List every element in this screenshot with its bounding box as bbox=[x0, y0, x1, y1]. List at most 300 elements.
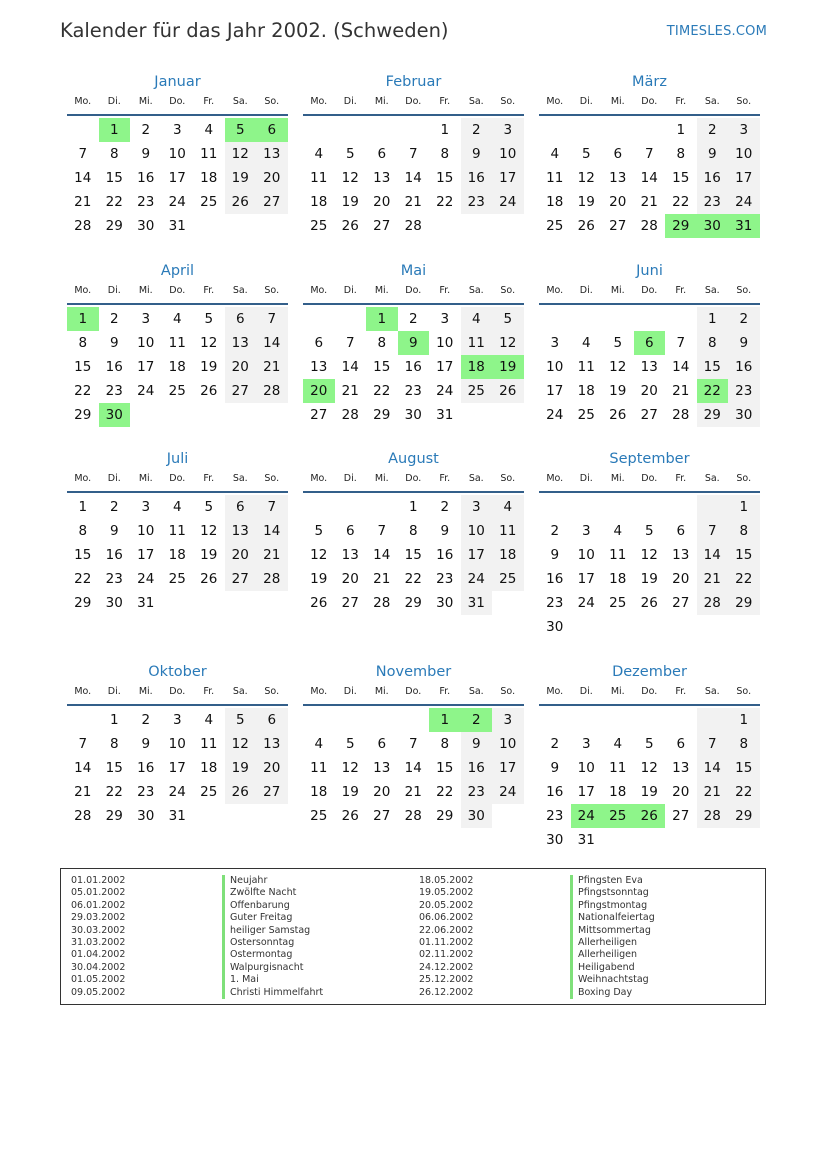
weekday-label: So. bbox=[736, 96, 752, 107]
weekday-label: Fr. bbox=[675, 473, 687, 484]
day-cell: 28 bbox=[373, 595, 391, 611]
empty-cell bbox=[602, 118, 634, 142]
day-cell: 14 bbox=[74, 170, 92, 186]
holiday-date: 06.01.2002 bbox=[71, 899, 126, 911]
month-8 bbox=[303, 447, 524, 615]
day-cell: 23 bbox=[105, 383, 123, 399]
holiday-date: 22.06.2002 bbox=[419, 924, 474, 936]
day-cell: 15 bbox=[74, 547, 92, 563]
day-cell: 12 bbox=[200, 335, 218, 351]
weekday-label: Do. bbox=[405, 473, 422, 484]
day-cell: 22 bbox=[728, 567, 760, 591]
day-cell: 29 bbox=[436, 808, 454, 824]
day-cell: 1 bbox=[728, 708, 760, 732]
day-cell: 18 bbox=[200, 170, 218, 186]
day-cell: 17 bbox=[137, 359, 155, 375]
day-cell: 6 bbox=[256, 118, 288, 142]
weekday-label: So. bbox=[500, 96, 516, 107]
day-cell: 5 bbox=[644, 736, 654, 752]
weekday-label: Di. bbox=[579, 285, 593, 296]
weekday-label: Sa. bbox=[232, 473, 248, 484]
day-cell: 8 bbox=[408, 523, 418, 539]
holiday-name: Weihnachtstag bbox=[570, 974, 655, 986]
empty-cell bbox=[366, 118, 398, 142]
weekday-label: Mi. bbox=[610, 285, 625, 296]
day-cell: 17 bbox=[577, 571, 595, 587]
weekday-label: Sa. bbox=[232, 686, 248, 697]
day-cell: 3 bbox=[461, 495, 493, 519]
weekday-label: Fr. bbox=[203, 473, 215, 484]
month-4 bbox=[67, 259, 288, 427]
day-cell: 12 bbox=[341, 170, 359, 186]
day-cell: 21 bbox=[404, 194, 422, 210]
empty-cell bbox=[225, 214, 257, 238]
day-cell: 16 bbox=[404, 359, 422, 375]
day-cell: 5 bbox=[492, 307, 524, 331]
weekday-label: Mi. bbox=[374, 686, 389, 697]
empty-cell bbox=[193, 804, 225, 828]
day-cell: 11 bbox=[310, 760, 328, 776]
day-cell: 27 bbox=[373, 808, 391, 824]
day-cell: 26 bbox=[225, 190, 257, 214]
day-cell: 26 bbox=[200, 383, 218, 399]
day-cell: 2 bbox=[461, 708, 493, 732]
day-cell: 1 bbox=[99, 118, 131, 142]
day-cell: 5 bbox=[613, 335, 623, 351]
day-cell: 9 bbox=[398, 331, 430, 355]
weekday-label: Mo. bbox=[74, 96, 92, 107]
day-cell: 20 bbox=[225, 355, 257, 379]
day-cell: 12 bbox=[200, 523, 218, 539]
day-cell: 9 bbox=[550, 760, 560, 776]
day-cell: 22 bbox=[436, 194, 454, 210]
empty-cell bbox=[130, 403, 162, 427]
day-cell: 28 bbox=[697, 804, 729, 828]
day-cell: 14 bbox=[373, 547, 391, 563]
holiday-date: 20.05.2002 bbox=[419, 899, 474, 911]
empty-cell bbox=[539, 307, 571, 331]
day-cell: 25 bbox=[546, 218, 564, 234]
empty-cell bbox=[602, 495, 634, 519]
day-cell: 8 bbox=[109, 736, 119, 752]
weekday-header bbox=[67, 94, 288, 116]
day-cell: 10 bbox=[137, 335, 155, 351]
day-cell: 14 bbox=[697, 543, 729, 567]
day-cell: 26 bbox=[577, 218, 595, 234]
month-11 bbox=[303, 660, 524, 828]
day-cell: 24 bbox=[577, 595, 595, 611]
month-name: Februar bbox=[385, 74, 442, 90]
day-cell: 10 bbox=[168, 736, 186, 752]
empty-cell bbox=[256, 214, 288, 238]
day-cell: 18 bbox=[310, 194, 328, 210]
empty-cell bbox=[366, 495, 398, 519]
day-cell: 4 bbox=[314, 736, 324, 752]
day-cell: 25 bbox=[168, 571, 186, 587]
day-cell: 24 bbox=[137, 383, 155, 399]
day-cell: 27 bbox=[310, 407, 328, 423]
day-cell: 29 bbox=[697, 403, 729, 427]
holiday-date: 09.05.2002 bbox=[71, 986, 126, 998]
empty-cell bbox=[303, 307, 335, 331]
day-cell: 3 bbox=[492, 708, 524, 732]
day-cell: 8 bbox=[109, 146, 119, 162]
empty-cell bbox=[634, 118, 666, 142]
day-cell: 30 bbox=[546, 619, 564, 635]
empty-cell bbox=[256, 403, 288, 427]
day-cell: 4 bbox=[172, 499, 182, 515]
day-cell: 21 bbox=[697, 567, 729, 591]
day-cell: 15 bbox=[105, 170, 123, 186]
empty-cell bbox=[461, 214, 493, 238]
day-cell: 12 bbox=[225, 732, 257, 756]
day-cell: 6 bbox=[314, 335, 324, 351]
weekday-label: Mo. bbox=[74, 285, 92, 296]
day-cell: 20 bbox=[256, 756, 288, 780]
day-cell: 4 bbox=[314, 146, 324, 162]
day-cell: 7 bbox=[697, 732, 729, 756]
day-cell: 8 bbox=[697, 331, 729, 355]
day-cell: 28 bbox=[74, 218, 92, 234]
month-name: Juni bbox=[636, 263, 663, 279]
holiday-date: 01.11.2002 bbox=[419, 936, 474, 948]
day-cell: 5 bbox=[345, 146, 355, 162]
brand-link[interactable]: TIMESLES.COM bbox=[666, 24, 767, 39]
day-cell: 29 bbox=[105, 808, 123, 824]
holiday-date: 05.01.2002 bbox=[71, 887, 126, 899]
empty-cell bbox=[193, 214, 225, 238]
weekday-label: Mi. bbox=[138, 473, 153, 484]
weekday-label: Fr. bbox=[439, 285, 451, 296]
day-cell: 24 bbox=[571, 804, 603, 828]
day-cell: 31 bbox=[168, 218, 186, 234]
day-cell: 19 bbox=[341, 194, 359, 210]
weekday-label: Mi. bbox=[138, 686, 153, 697]
day-cell: 24 bbox=[492, 190, 524, 214]
day-cell: 10 bbox=[577, 760, 595, 776]
holiday-names-left bbox=[222, 875, 323, 999]
empty-cell bbox=[634, 828, 666, 852]
weekday-label: So. bbox=[264, 285, 280, 296]
holiday-date: 02.11.2002 bbox=[419, 949, 474, 961]
day-cell: 20 bbox=[640, 383, 658, 399]
weekday-label: Mi. bbox=[610, 96, 625, 107]
day-cell: 21 bbox=[74, 784, 92, 800]
day-cell: 19 bbox=[492, 355, 524, 379]
day-cell: 14 bbox=[640, 170, 658, 186]
weekday-label: So. bbox=[500, 473, 516, 484]
weekday-label: So. bbox=[736, 686, 752, 697]
day-cell: 15 bbox=[74, 359, 92, 375]
day-cell: 26 bbox=[341, 808, 359, 824]
day-cell: 15 bbox=[672, 170, 690, 186]
day-cell: 13 bbox=[225, 519, 257, 543]
weekday-label: Sa. bbox=[232, 96, 248, 107]
day-cell: 20 bbox=[609, 194, 627, 210]
day-cell: 23 bbox=[137, 784, 155, 800]
empty-cell bbox=[256, 591, 288, 615]
empty-cell bbox=[162, 591, 194, 615]
day-cell: 25 bbox=[602, 804, 634, 828]
month-5 bbox=[303, 259, 524, 427]
weekday-label: Mi. bbox=[374, 285, 389, 296]
day-cell: 16 bbox=[461, 166, 493, 190]
month-name: August bbox=[388, 451, 439, 467]
day-cell: 16 bbox=[105, 359, 123, 375]
day-cell: 1 bbox=[697, 307, 729, 331]
day-cell: 5 bbox=[644, 523, 654, 539]
day-cell: 8 bbox=[440, 146, 450, 162]
weekday-label: Di. bbox=[107, 686, 121, 697]
empty-cell bbox=[303, 708, 335, 732]
weekday-label: Mi. bbox=[610, 686, 625, 697]
day-cell: 3 bbox=[141, 311, 151, 327]
weekday-label: Mi. bbox=[610, 473, 625, 484]
day-cell: 18 bbox=[168, 547, 186, 563]
day-cell: 20 bbox=[256, 166, 288, 190]
holiday-name: Guter Freitag bbox=[222, 912, 323, 924]
weekday-label: Do. bbox=[641, 285, 658, 296]
day-cell: 28 bbox=[640, 218, 658, 234]
day-cell: 30 bbox=[137, 808, 155, 824]
empty-cell bbox=[303, 495, 335, 519]
empty-cell bbox=[539, 495, 571, 519]
day-cell: 6 bbox=[225, 495, 257, 519]
weekday-label: Mi. bbox=[138, 96, 153, 107]
weekday-label: Fr. bbox=[439, 473, 451, 484]
weekday-label: Mi. bbox=[374, 96, 389, 107]
day-cell: 19 bbox=[225, 166, 257, 190]
day-cell: 25 bbox=[461, 379, 493, 403]
weekday-label: Do. bbox=[641, 686, 658, 697]
day-cell: 30 bbox=[105, 595, 123, 611]
day-cell: 31 bbox=[137, 595, 155, 611]
day-cell: 1 bbox=[728, 495, 760, 519]
empty-cell bbox=[429, 214, 461, 238]
day-cell: 30 bbox=[137, 218, 155, 234]
weekday-label: Sa. bbox=[704, 96, 720, 107]
day-cell: 31 bbox=[577, 832, 595, 848]
page-title: Kalender für das Jahr 2002. (Schweden) bbox=[60, 19, 449, 42]
day-cell: 26 bbox=[225, 780, 257, 804]
empty-cell bbox=[492, 403, 524, 427]
day-cell: 8 bbox=[676, 146, 686, 162]
day-cell: 4 bbox=[613, 736, 623, 752]
day-cell: 25 bbox=[168, 383, 186, 399]
day-cell: 31 bbox=[436, 407, 454, 423]
day-cell: 20 bbox=[225, 543, 257, 567]
month-name: Dezember bbox=[612, 664, 687, 680]
day-cell: 17 bbox=[546, 383, 564, 399]
empty-cell bbox=[634, 307, 666, 331]
empty-cell bbox=[697, 615, 729, 639]
month-2 bbox=[303, 70, 524, 238]
empty-cell bbox=[634, 495, 666, 519]
day-cell: 22 bbox=[373, 383, 391, 399]
day-cell: 31 bbox=[461, 591, 493, 615]
empty-cell bbox=[634, 708, 666, 732]
day-cell: 9 bbox=[461, 142, 493, 166]
weekday-label: Mo. bbox=[310, 96, 328, 107]
day-cell: 15 bbox=[728, 756, 760, 780]
weekday-label: So. bbox=[264, 96, 280, 107]
holiday-name: Pfingsten Eva bbox=[570, 875, 655, 887]
day-cell: 29 bbox=[74, 595, 92, 611]
day-cell: 21 bbox=[256, 355, 288, 379]
day-cell: 19 bbox=[200, 359, 218, 375]
day-cell: 6 bbox=[377, 736, 387, 752]
weekday-label: Mo. bbox=[310, 473, 328, 484]
day-cell: 3 bbox=[550, 335, 560, 351]
day-cell: 23 bbox=[728, 379, 760, 403]
day-cell: 10 bbox=[436, 335, 454, 351]
day-cell: 17 bbox=[492, 756, 524, 780]
empty-cell bbox=[571, 708, 603, 732]
day-grid bbox=[539, 305, 760, 427]
empty-cell bbox=[665, 708, 697, 732]
weekday-label: Sa. bbox=[468, 96, 484, 107]
day-cell: 24 bbox=[546, 407, 564, 423]
holiday-date: 06.06.2002 bbox=[419, 912, 474, 924]
weekday-label: Mo. bbox=[546, 686, 564, 697]
holiday-name: 1. Mai bbox=[222, 974, 323, 986]
day-cell: 2 bbox=[697, 118, 729, 142]
day-cell: 13 bbox=[672, 760, 690, 776]
weekday-label: So. bbox=[500, 686, 516, 697]
weekday-label: Mo. bbox=[546, 285, 564, 296]
day-cell: 26 bbox=[341, 218, 359, 234]
weekday-label: Fr. bbox=[675, 285, 687, 296]
day-cell: 4 bbox=[172, 311, 182, 327]
day-cell: 6 bbox=[676, 736, 686, 752]
day-cell: 26 bbox=[492, 379, 524, 403]
holiday-name: Pfingstsonntag bbox=[570, 887, 655, 899]
day-cell: 3 bbox=[581, 523, 591, 539]
day-cell: 26 bbox=[609, 407, 627, 423]
holiday-list bbox=[60, 868, 766, 1005]
day-cell: 13 bbox=[609, 170, 627, 186]
day-cell: 7 bbox=[78, 736, 88, 752]
day-cell: 5 bbox=[314, 523, 324, 539]
weekday-label: Do. bbox=[169, 473, 186, 484]
day-cell: 1 bbox=[408, 499, 418, 515]
empty-cell bbox=[539, 118, 571, 142]
day-cell: 9 bbox=[728, 331, 760, 355]
day-grid bbox=[67, 706, 288, 828]
day-cell: 14 bbox=[74, 760, 92, 776]
day-cell: 25 bbox=[200, 784, 218, 800]
day-cell: 23 bbox=[461, 780, 493, 804]
day-cell: 22 bbox=[74, 571, 92, 587]
weekday-label: Fr. bbox=[203, 686, 215, 697]
day-cell: 16 bbox=[546, 571, 564, 587]
empty-cell bbox=[602, 307, 634, 331]
day-cell: 19 bbox=[640, 784, 658, 800]
day-cell: 9 bbox=[440, 523, 450, 539]
day-cell: 9 bbox=[697, 142, 729, 166]
empty-cell bbox=[335, 495, 367, 519]
empty-cell bbox=[303, 118, 335, 142]
day-cell: 13 bbox=[225, 331, 257, 355]
day-cell: 21 bbox=[256, 543, 288, 567]
day-cell: 14 bbox=[697, 756, 729, 780]
day-cell: 24 bbox=[492, 780, 524, 804]
day-grid bbox=[67, 493, 288, 615]
day-cell: 21 bbox=[74, 194, 92, 210]
day-cell: 23 bbox=[461, 190, 493, 214]
day-cell: 11 bbox=[609, 547, 627, 563]
holiday-name: Boxing Day bbox=[570, 987, 655, 999]
empty-cell bbox=[539, 708, 571, 732]
day-cell: 28 bbox=[256, 567, 288, 591]
day-cell: 17 bbox=[168, 170, 186, 186]
holiday-date: 01.01.2002 bbox=[71, 875, 126, 886]
day-cell: 8 bbox=[728, 519, 760, 543]
weekday-label: Do. bbox=[641, 473, 658, 484]
month-12 bbox=[539, 660, 760, 852]
weekday-label: Mi. bbox=[374, 473, 389, 484]
day-cell: 25 bbox=[492, 567, 524, 591]
day-cell: 3 bbox=[581, 736, 591, 752]
empty-cell bbox=[461, 403, 493, 427]
day-cell: 7 bbox=[78, 146, 88, 162]
day-cell: 12 bbox=[640, 760, 658, 776]
empty-cell bbox=[492, 214, 524, 238]
day-cell: 23 bbox=[546, 808, 564, 824]
weekday-label: Mo. bbox=[310, 285, 328, 296]
day-cell: 19 bbox=[341, 784, 359, 800]
day-cell: 16 bbox=[728, 355, 760, 379]
empty-cell bbox=[67, 708, 99, 732]
weekday-label: Do. bbox=[405, 686, 422, 697]
holiday-name: Pfingstmontag bbox=[570, 900, 655, 912]
weekday-label: Di. bbox=[343, 285, 357, 296]
day-cell: 1 bbox=[78, 499, 88, 515]
weekday-label: Mo. bbox=[546, 96, 564, 107]
day-cell: 2 bbox=[728, 307, 760, 331]
day-cell: 20 bbox=[373, 194, 391, 210]
day-cell: 2 bbox=[440, 499, 450, 515]
empty-cell bbox=[162, 403, 194, 427]
day-cell: 15 bbox=[436, 760, 454, 776]
day-cell: 4 bbox=[204, 712, 214, 728]
day-cell: 19 bbox=[640, 571, 658, 587]
weekday-header bbox=[539, 684, 760, 706]
day-cell: 12 bbox=[492, 331, 524, 355]
day-grid bbox=[539, 493, 760, 639]
day-cell: 19 bbox=[577, 194, 595, 210]
day-cell: 5 bbox=[204, 499, 214, 515]
month-name: März bbox=[632, 74, 667, 90]
day-cell: 20 bbox=[672, 571, 690, 587]
day-cell: 10 bbox=[728, 142, 760, 166]
weekday-label: Sa. bbox=[232, 285, 248, 296]
day-cell: 24 bbox=[168, 194, 186, 210]
weekday-header bbox=[303, 283, 524, 305]
day-cell: 30 bbox=[99, 403, 131, 427]
empty-cell bbox=[697, 708, 729, 732]
day-cell: 4 bbox=[492, 495, 524, 519]
day-cell: 16 bbox=[436, 547, 454, 563]
day-cell: 12 bbox=[341, 760, 359, 776]
day-cell: 26 bbox=[310, 595, 328, 611]
day-cell: 27 bbox=[225, 379, 257, 403]
day-cell: 11 bbox=[168, 523, 186, 539]
empty-cell bbox=[571, 495, 603, 519]
weekday-label: Do. bbox=[169, 285, 186, 296]
empty-cell bbox=[602, 708, 634, 732]
day-cell: 18 bbox=[546, 194, 564, 210]
